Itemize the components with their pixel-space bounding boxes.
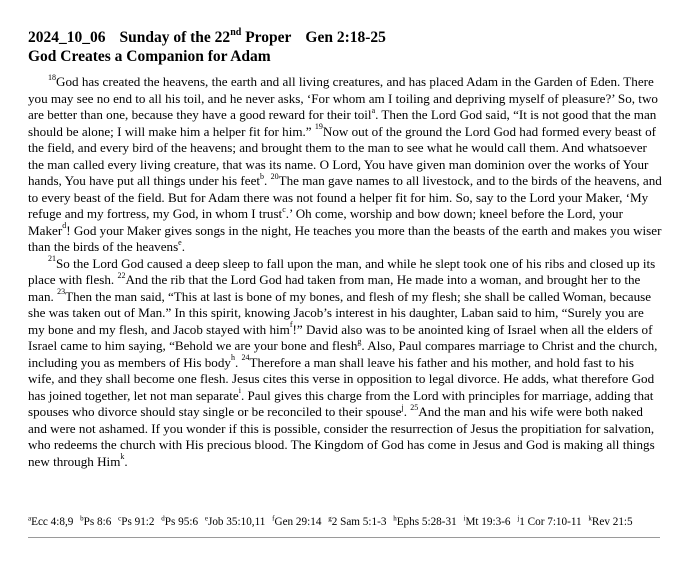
header-day — [119, 26, 292, 46]
footnote-letter: d — [161, 514, 165, 523]
text-run: And the rib that the Lord God had taken from man, He made into a woman, and brought her to the man. — [28, 272, 641, 304]
footnote-letter: e — [204, 514, 208, 523]
footnote — [393, 516, 456, 528]
footnote-ref: Rev 21:5 — [591, 516, 633, 528]
footnote — [28, 516, 73, 528]
verse-number: 21 — [48, 254, 56, 264]
header-day-suffix: Proper — [241, 29, 292, 46]
text-run: .’ Oh come, worship and bow down; kneel before the Lord, your Maker — [28, 206, 623, 238]
footnote-ref: Gen 29:14 — [274, 516, 322, 528]
text-run: ! God your Maker gives songs in the night, He teaches you more than the beasts of the earth and makes you wiser than the birds of the heavens — [28, 222, 662, 254]
footnote — [272, 516, 321, 528]
footer-divider — [28, 537, 660, 538]
footnote-mark: j — [401, 402, 404, 412]
text-run: Therefore a man shall leave his father and his mother, and hold fast to his wife, and they shall become one flesh. Jesus cites this verse in opposition to legal divorce. He adds, what therefore God has joined together, let not man separate — [28, 354, 655, 403]
header-day-prefix: Sunday of the 22 — [119, 29, 231, 46]
verse-number: 24 — [241, 353, 250, 363]
text-run: . — [234, 354, 242, 370]
text-run: . Then the Lord God said, “It is not good that the man should be alone; I will make him a helper fit for him.” — [28, 107, 657, 139]
footnote-ref: 1 Cor 7:10-11 — [519, 516, 582, 528]
footnote — [205, 516, 266, 528]
verse-number: 20 — [270, 171, 279, 181]
footnote-ref: Job 35:10,11 — [207, 516, 266, 528]
footnote-letter: j — [517, 514, 520, 523]
footnote-ref: Mt 19:3-6 — [465, 516, 511, 528]
verse-number: 19 — [314, 122, 323, 132]
footnote-mark: g — [357, 336, 362, 346]
text-run: Then the man said, “This at last is bone of my bones, and flesh of my flesh; she shall be called Woman, because she was taken out of Man.” In this spirit, knowing Jacob’s interest in his daughter, Laban said to him, “Surely you are my bone and my flesh, and Jacob stayed with him — [28, 288, 652, 337]
footnote-letter: f — [272, 514, 275, 523]
footnote-mark: b — [260, 171, 265, 181]
footnote-mark: f — [289, 320, 293, 330]
footnote-letter: c — [118, 514, 122, 523]
footnote-mark: a — [371, 105, 376, 115]
text-run: . — [124, 453, 128, 469]
footnote-ref: 2 Sam 5:1-3 — [331, 516, 387, 528]
paragraph-2 — [28, 256, 662, 471]
footnote-ref: Ecc 4:8,9 — [31, 516, 74, 528]
footnote — [118, 516, 154, 528]
text-run: The man gave names to all livestock, and to the birds of the heavens, and to every beast of the field. But for Adam there was not found a helper fit for him. So, say to the Lord your Maker, ‘My refuge and my fortress, my God, in whom I trust — [28, 173, 662, 221]
footnote-mark: c — [282, 204, 286, 214]
document-page — [28, 28, 662, 470]
text-run: God has created the heavens, the earth and all living creatures, and has placed Adam in the Garden of Eden. There you may see no end to all his toil, and he never asks, ‘For whom am I toiling and depriving myself of pleasure?’ So, two are better than one, because they have a good reward for their toil — [28, 74, 658, 122]
text-run: Now out of the ground the Lord God had formed every beast of the field, and every bird of the heavens; and brought them to the man to see what he would call them. And whatsoever the man called every living creature, that was its name. O Lord, You have given man dominion over the works of Your hands, You have put all things under his feet — [28, 123, 656, 188]
header-date: 2024_10_06 — [28, 29, 106, 46]
footnote-ref: Ephs 5:28-31 — [396, 516, 457, 528]
footnote-mark: e — [178, 237, 182, 247]
text-run: . Also, Paul compares marriage to Christ and the church, including you as members of His body — [28, 338, 658, 370]
footnote-ref: Ps 95:6 — [164, 516, 199, 528]
footnote — [464, 516, 511, 528]
text-run: !” David also was to be anointed king of Israel when all the elders of Israel came to him saying, “Behold we are your bone and flesh — [28, 321, 653, 353]
footnote-letter: k — [588, 514, 592, 523]
footnote-letter: g — [328, 514, 332, 523]
footnote-letter: i — [463, 514, 466, 523]
footnotes-line — [28, 515, 637, 529]
footnote-mark: k — [120, 452, 125, 462]
footnote — [517, 516, 581, 528]
footnote-ref: Ps 8:6 — [83, 516, 112, 528]
paragraph-1 — [28, 74, 662, 256]
verse-number: 18 — [48, 72, 56, 82]
footnote — [588, 516, 632, 528]
page-title: God Creates a Companion for Adam — [28, 48, 271, 65]
text-run: And the man and his wife were both naked and were not ashamed. If you wonder if this is possible, consider the resurrection of Jesus the propitiation for salvation, who redeems the church with His precious blood. The Kingdom of God has come in Jesus and God is making all things new through Him — [28, 404, 655, 469]
header-line — [28, 28, 662, 47]
footnote-mark: h — [230, 353, 235, 363]
verse-number: 22 — [117, 270, 126, 280]
footnote-ref: Ps 91:2 — [121, 516, 155, 528]
text-run: . Paul gives this charge from the Lord with principles for marriage, adding that spouses who divorce should stay single or be reconciled to their spouse — [28, 387, 654, 419]
footnote — [161, 516, 198, 528]
text-run: . — [264, 173, 271, 188]
verse-number: 25 — [410, 402, 419, 412]
verse-number: 23 — [57, 287, 66, 297]
header-day-ordinal: nd — [230, 26, 242, 38]
text-run: So the Lord God caused a deep sleep to fall upon the man, and while he slept took one of his ribs and closed up its place with flesh. — [28, 255, 656, 287]
footnote-mark: i — [238, 386, 241, 396]
header-reference: Gen 2:18-25 — [305, 29, 386, 46]
footnote — [328, 516, 386, 528]
footnote — [80, 516, 111, 528]
text-run: . — [181, 239, 186, 254]
footnote-mark: d — [62, 221, 67, 231]
body-text — [28, 74, 662, 470]
text-run: . — [403, 404, 411, 419]
footnote-letter: b — [80, 514, 84, 523]
footnote-letter: a — [28, 514, 32, 523]
footnote-letter: h — [393, 514, 397, 523]
